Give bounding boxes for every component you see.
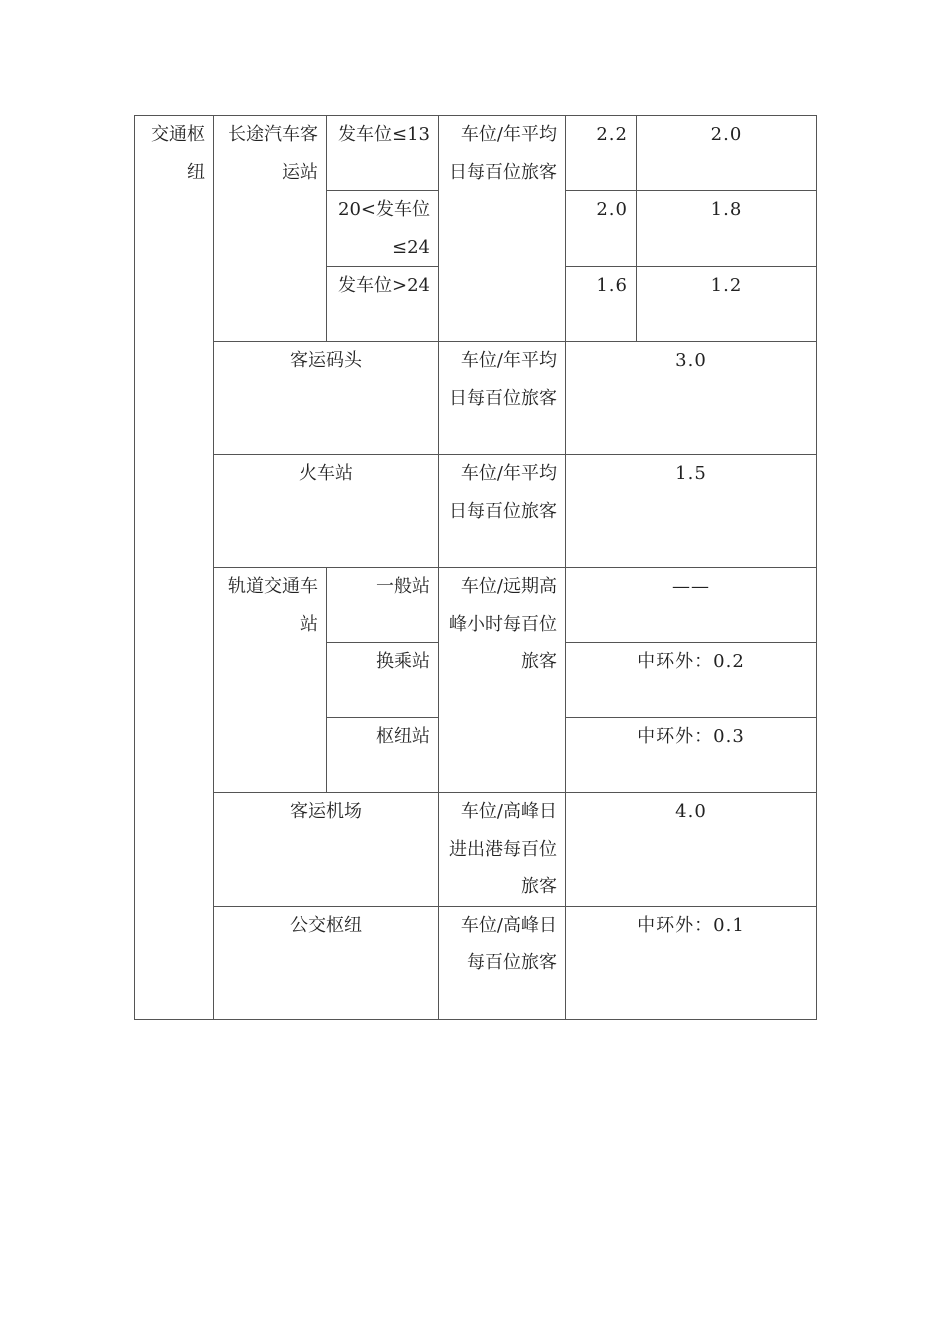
sub-type-cell: 枢纽站 [327,718,439,793]
unit-cell: 车位/年平均日每百位旅客 [439,116,566,342]
value-cell: 中环外：0.2 [566,643,817,718]
sub-type-cell: 20<发车位≤24 [327,191,439,267]
train-station-name: 火车站 [214,455,439,568]
unit-cell: 车位/高峰日进出港每百位旅客 [439,793,566,907]
sub-type-cell: 一般站 [327,568,439,643]
value-b-cell: 1.2 [637,267,817,342]
table-row [135,568,817,643]
bus-hub-name: 公交枢纽 [214,906,439,1019]
table-row [135,906,817,1019]
airport-name: 客运机场 [214,793,439,907]
value-cell: 中环外：0.3 [566,718,817,793]
value-cell: 3.0 [566,342,817,455]
value-a-cell: 1.6 [566,267,637,342]
category-cell: 交通枢纽 [135,116,214,1020]
long-distance-station-name: 长途汽车客运站 [214,116,327,342]
sub-type-cell: 发车位>24 [327,267,439,342]
table-row [135,793,817,907]
passenger-dock-name: 客运码头 [214,342,439,455]
value-cell: 中环外：0.1 [566,906,817,1019]
unit-cell: 车位/远期高峰小时每百位旅客 [439,568,566,793]
value-cell: 1.5 [566,455,817,568]
value-b-cell: 2.0 [637,116,817,191]
rail-transit-name: 轨道交通车站 [214,568,327,793]
table-row [135,455,817,568]
unit-cell: 车位/年平均日每百位旅客 [439,455,566,568]
table-row [135,116,817,191]
value-a-cell: 2.2 [566,116,637,191]
value-b-cell: 1.8 [637,191,817,267]
parking-standard-table [134,115,817,1020]
unit-cell: 车位/高峰日每百位旅客 [439,906,566,1019]
sub-type-cell: 换乘站 [327,643,439,718]
value-cell: —— [566,568,817,643]
value-cell: 4.0 [566,793,817,907]
sub-type-cell: 发车位≤13 [327,116,439,191]
table-row [135,342,817,455]
unit-cell: 车位/年平均日每百位旅客 [439,342,566,455]
value-a-cell: 2.0 [566,191,637,267]
